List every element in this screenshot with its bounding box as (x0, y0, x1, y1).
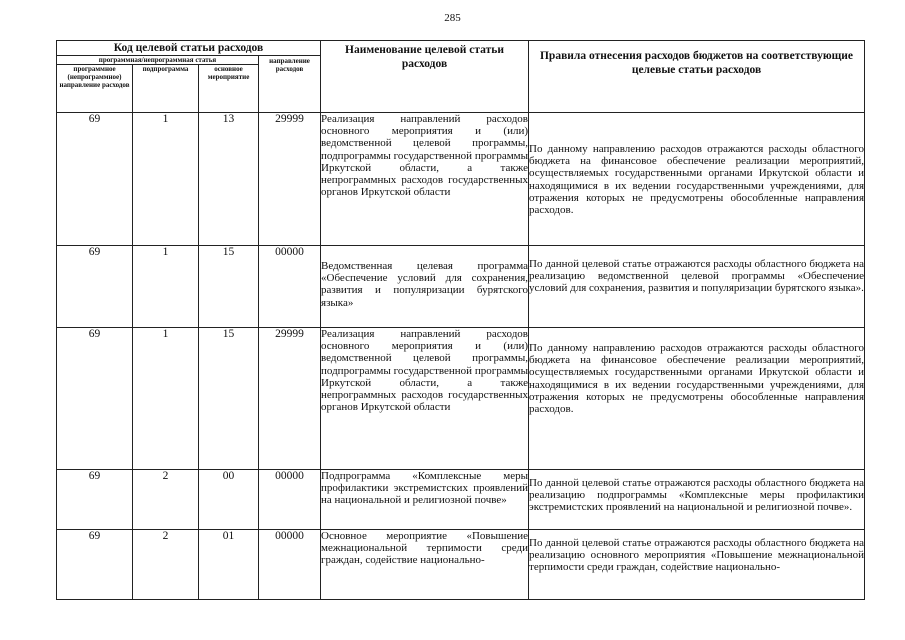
item-rule-cell: По данному направлению расходов отражаются расходы областного бюджета на финансовое обеспечение реализации мероприятий, осуществляемых государственными органами Иркутской области и находящимися в их ведении государственными учреждениями, для отражения которых не предусмотрены обособленные направления расходов. (529, 328, 865, 470)
direction-code-cell: 29999 (259, 328, 321, 470)
item-rule-cell: По данной целевой статье отражаются расходы областного бюджета на реализацию основного мероприятия «Повышение межнациональной терпимости среди граждан, содействие национально- (529, 530, 865, 600)
table-row (57, 246, 865, 328)
program-code-cell: 69 (57, 113, 133, 246)
item-name-cell: Основное мероприятие «Повышение межнациональной терпимости среди граждан, содействие национально- (321, 530, 529, 600)
rules-column-header: Правила отнесения расходов бюджетов на соответствующие целевые статьи расходов (529, 41, 865, 113)
table-row (57, 530, 865, 600)
direction-code-cell: 00000 (259, 470, 321, 530)
main-event-code-cell: 00 (199, 470, 259, 530)
page-number: 285 (444, 12, 461, 24)
table-row (57, 470, 865, 530)
main-event-code-cell: 01 (199, 530, 259, 600)
item-name-cell: Реализация направлений расходов основного мероприятия и (или) ведомственной целевой программы, подпрограммы государственной программы Иркутской области, а также непрограммных расходов государственных органов Иркутской области (321, 328, 529, 470)
main-event-code-cell: 15 (199, 328, 259, 470)
subprogram-code-cell: 2 (133, 470, 199, 530)
table-row (57, 328, 865, 470)
main-event-column-header: основное мероприятие (199, 65, 259, 113)
item-name-cell: Реализация направлений расходов основного мероприятия и (или) ведомственной целевой программы, подпрограммы государственной программы Иркутской области, а также непрограммных расходов государственных органов Иркутской области (321, 113, 529, 246)
main-event-code-cell: 15 (199, 246, 259, 328)
program-code-cell: 69 (57, 246, 133, 328)
direction-code-cell: 29999 (259, 113, 321, 246)
direction-column-header: направление расходов (259, 56, 321, 113)
code-group-header: Код целевой статьи расходов (57, 41, 321, 56)
program-code-cell: 69 (57, 328, 133, 470)
item-rule-cell: По данной целевой статье отражаются расходы областного бюджета на реализацию ведомственной целевой программы «Обеспечение условий для сохранения, развития и популяризации бурятского языка». (529, 246, 865, 328)
name-column-header: Наименование целевой статьи расходов (321, 41, 529, 113)
item-name-cell: Ведомственная целевая программа «Обеспечение условий для сохранения, развития и популяризации бурятского языка» (321, 246, 529, 328)
subprogram-code-cell: 2 (133, 530, 199, 600)
table-row (57, 113, 865, 246)
direction-code-cell: 00000 (259, 530, 321, 600)
item-name-cell: Подпрограмма «Комплексные меры профилактики экстремистских проявлений на национальной и религиозной почве» (321, 470, 529, 530)
main-event-code-cell: 13 (199, 113, 259, 246)
program-group-header: программная/непрограммная статья (57, 56, 259, 65)
item-rule-cell: По данному направлению расходов отражаются расходы областного бюджета на финансовое обеспечение реализации мероприятий, осуществляемых государственными органами Иркутской области и находящимися в их ведении государственными учреждениями, для отражения которых не предусмотрены обособленные направления расходов. (529, 113, 865, 246)
subprogram-column-header: подпрограмма (133, 65, 199, 113)
program-code-cell: 69 (57, 530, 133, 600)
direction-code-cell: 00000 (259, 246, 321, 328)
program-column-header: программное (непрограммное) направление расходов (57, 65, 133, 113)
item-rule-cell: По данной целевой статье отражаются расходы областного бюджета на реализацию подпрограммы «Комплексные меры профилактики экстремистских проявлений на национальной и религиозной почве». (529, 470, 865, 530)
budget-classification-table (56, 40, 865, 600)
program-code-cell: 69 (57, 470, 133, 530)
subprogram-code-cell: 1 (133, 328, 199, 470)
subprogram-code-cell: 1 (133, 246, 199, 328)
subprogram-code-cell: 1 (133, 113, 199, 246)
